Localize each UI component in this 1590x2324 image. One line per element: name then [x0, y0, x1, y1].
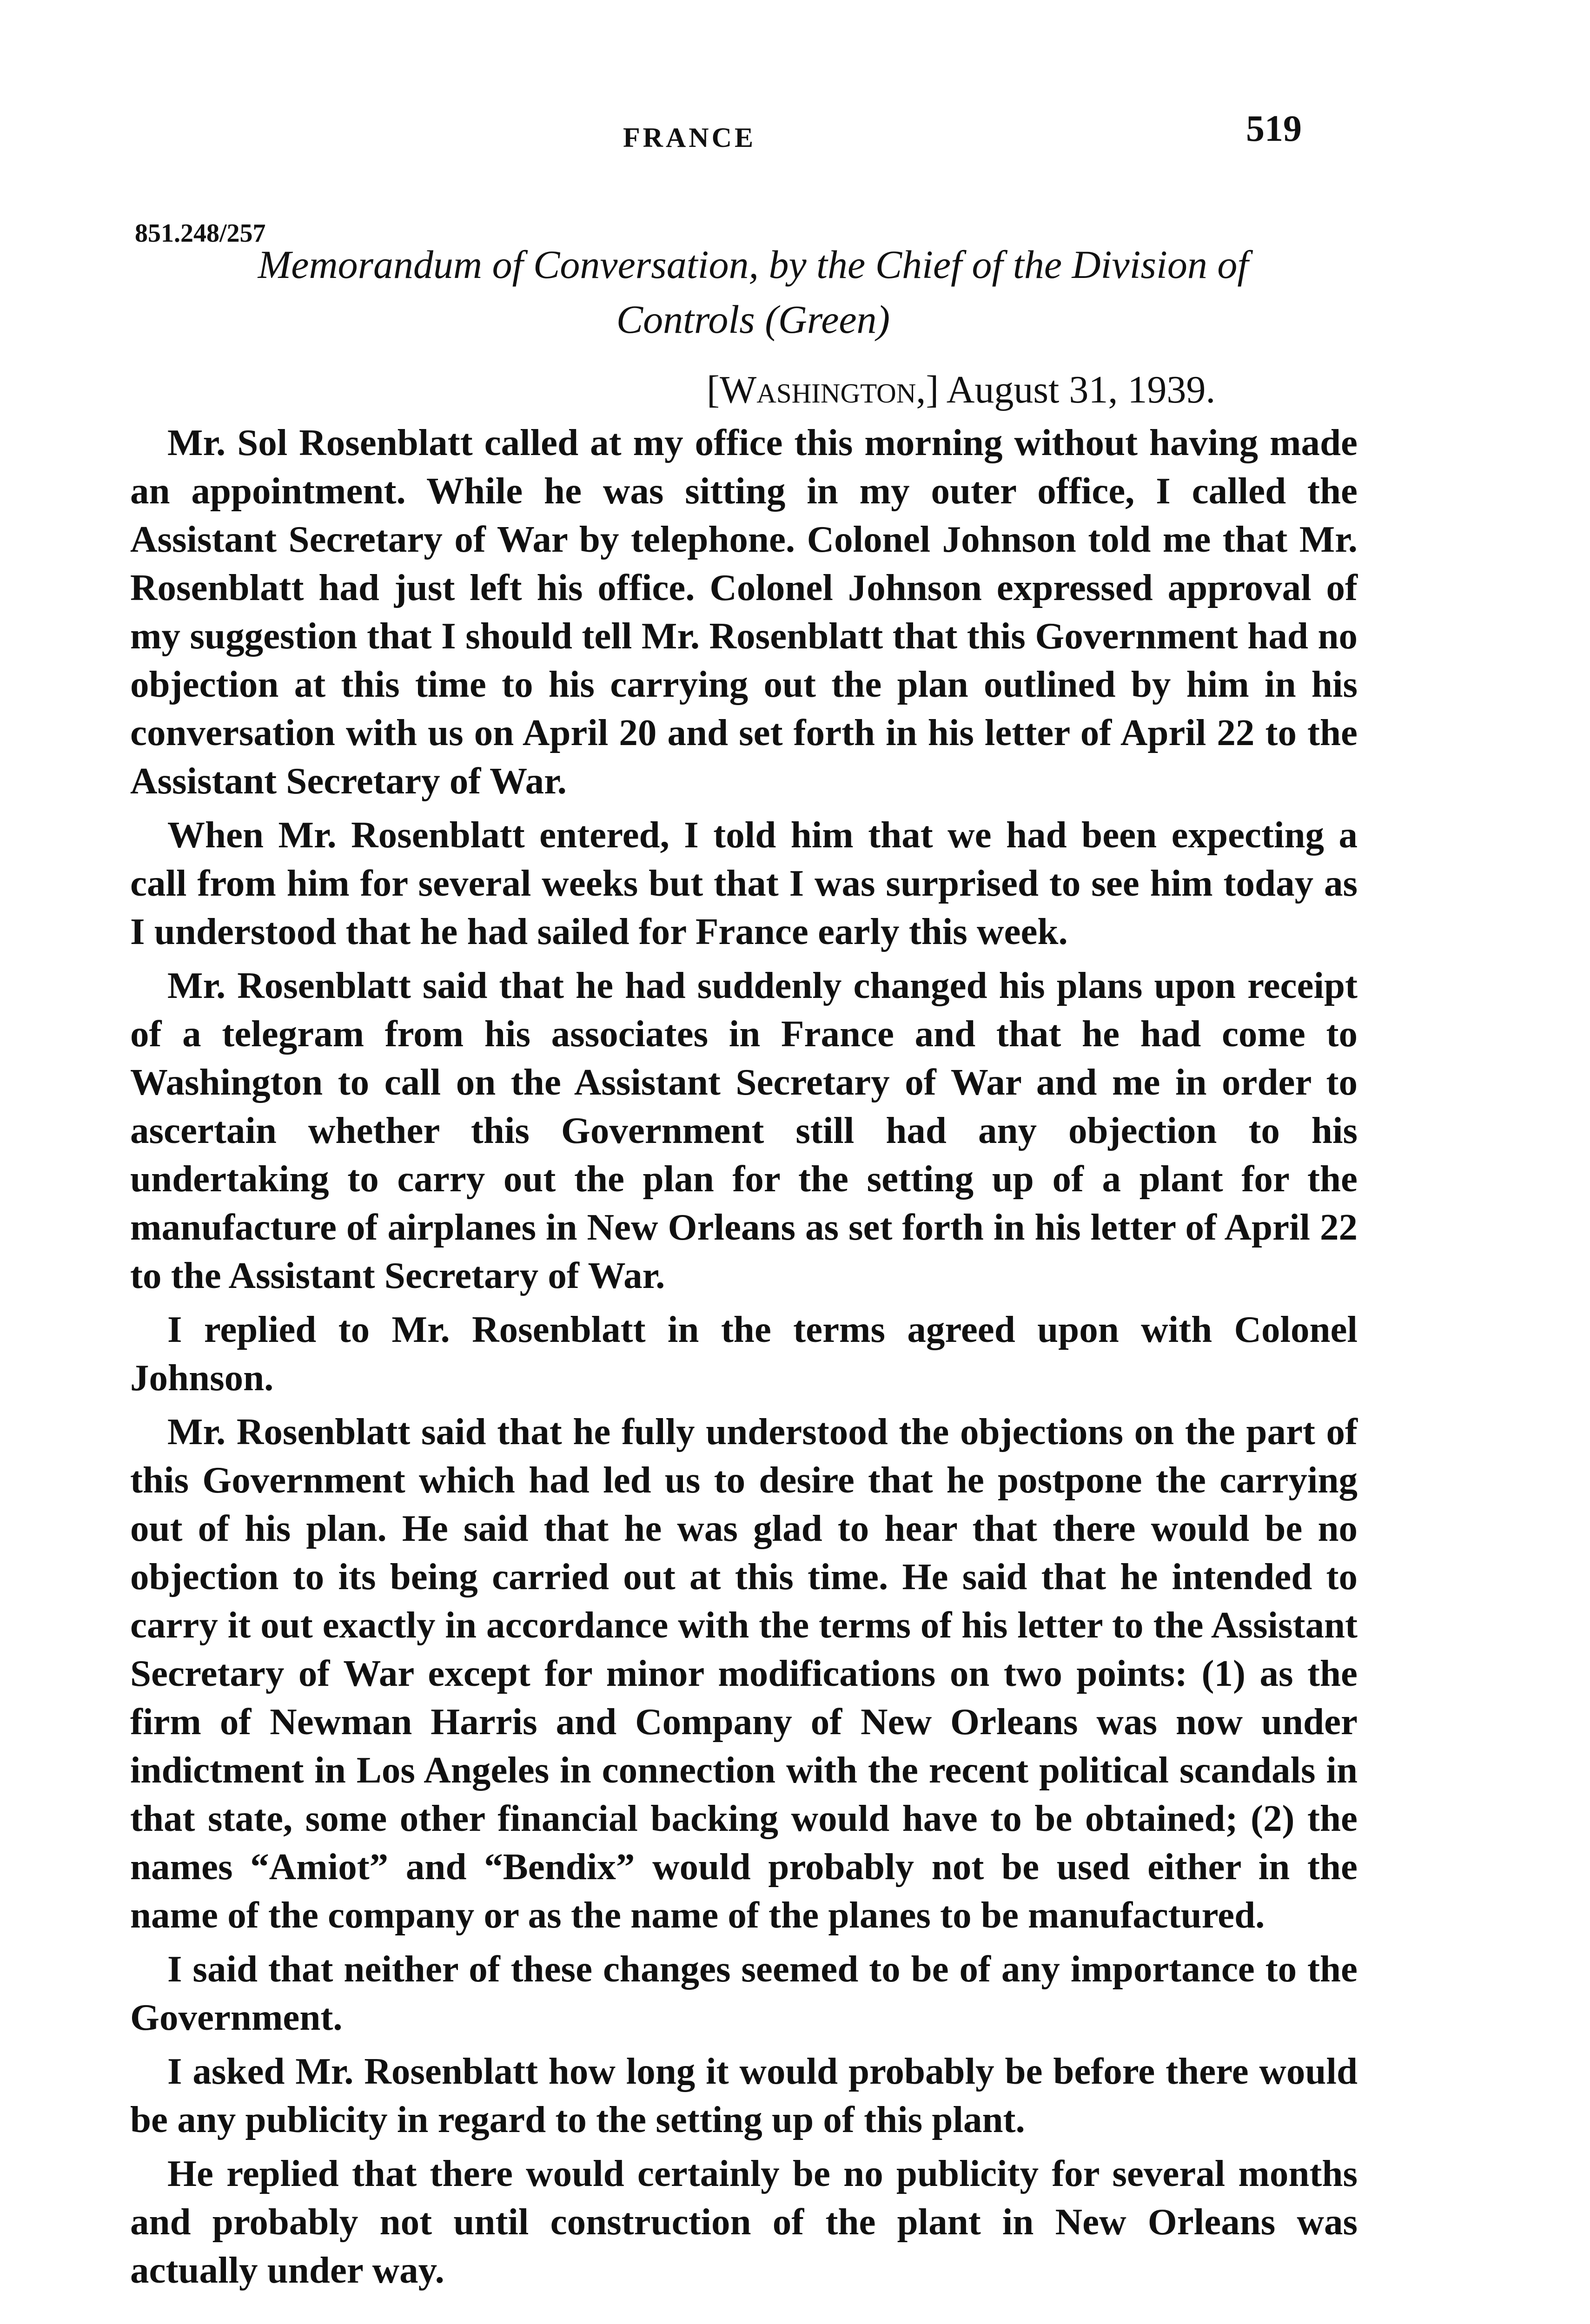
dateline-place: [Washington,] — [707, 368, 939, 411]
paragraph: When Mr. Rosenblatt entered, I told him that we had been expecting a call from him for several weeks but that I was surprised to see him today as I understood that he had sailed for France early this week. — [130, 814, 1358, 952]
paragraph: He replied that there would certainly be no publicity for several months and probably not until construction of the plant in New Orleans was actually under way. — [130, 2152, 1358, 2291]
paragraph: Mr. Rosenblatt said that he fully understood the objections on the part of this Government which had led us to desire that he postpone the carrying out of his plan. He said that he was glad to hear that there would be no objection to its being carried out at this time. He said that he intended to carry it out exactly in accordance with the terms of his letter to the Assistant Secretary of War except for minor modifications on two points: (1) as the firm of Newman Harris and Company of New Orleans was now under indictment in Los Angeles in connection with the recent political scandals in that state, some other financial backing would have to be obtained; (2) the names “Amiot” and “Bendix” would probably not be used either in the name of the company or as the name of the planes to be manufactured. — [130, 1411, 1358, 1936]
document-title-line-2: Controls (Green) — [616, 297, 890, 342]
running-head: FRANCE — [623, 122, 756, 153]
paragraph: I replied to Mr. Rosenblatt in the terms agreed upon with Colonel Johnson. — [130, 1308, 1358, 1399]
dateline — [707, 367, 1215, 412]
paragraph: Mr. Rosenblatt said that he had suddenly changed his plans upon receipt of a telegram from his associates in France and that he had come to Washington to call on the Assistant Secretary of War and me in order to ascertain whether this Government still had any objection to his undertaking to carry out the plan for the setting up of a plant for the manufacture of airplanes in New Orleans as set forth in his letter of April 22 to the Assistant Secretary of War. — [130, 964, 1358, 1296]
dateline-date: August 31, 1939. — [946, 368, 1216, 411]
memorandum-body — [130, 418, 1358, 2300]
document-title — [139, 237, 1367, 347]
page-number: 519 — [1246, 108, 1302, 149]
paragraph: I asked Mr. Rosenblatt how long it would probably be before there would be any publicity in regard to the setting up of this plant. — [130, 2050, 1358, 2140]
paragraph: I said that neither of these changes seemed to be of any importance to the Government. — [130, 1948, 1358, 2038]
paragraph: Mr. Sol Rosenblatt called at my office this morning without having made an appointment. While he was sitting in my outer office, I called the Assistant Secretary of War by telephone. Colonel Johnson told me that Mr. Rosenblatt had just left his office. Colonel Johnson expressed approval of my suggestion that I should tell Mr. Rosenblatt that this Government had no objection at this time to his carrying out the plan outlined by him in his conversation with us on April 20 and set forth in his letter of April 22 to the Assistant Secretary of War. — [130, 422, 1358, 802]
document-title-line-1: Memorandum of Conversation, by the Chief of the Division of — [258, 242, 1249, 287]
file-number: 851.248/257 — [135, 219, 266, 248]
